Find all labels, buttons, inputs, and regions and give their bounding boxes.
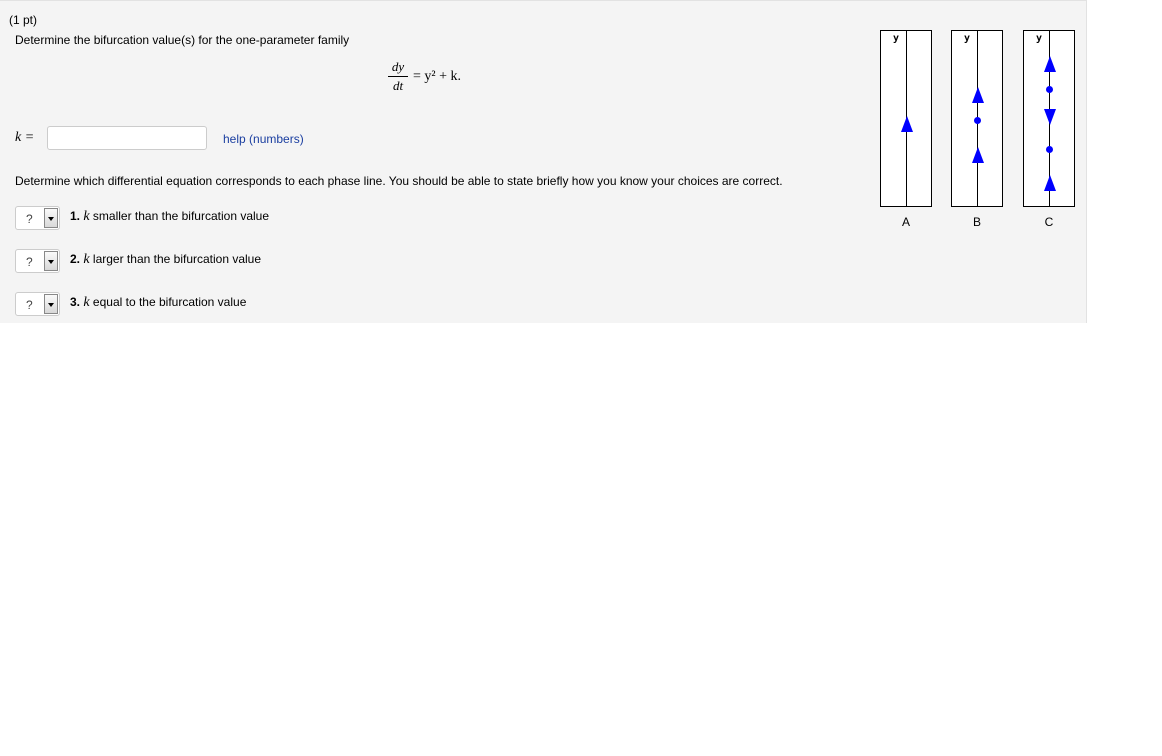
- question-1: [70, 209, 269, 225]
- select-value: ?: [26, 212, 33, 226]
- select-value: ?: [26, 255, 33, 269]
- question-2: [70, 252, 261, 268]
- phase-line-c: [1023, 30, 1075, 207]
- points-label: (1 pt): [9, 13, 38, 27]
- prompt-text: Determine the bifurcation value(s) for the one-parameter family: [15, 33, 350, 47]
- axis-label: y: [1036, 33, 1043, 44]
- question-number: 2.: [70, 252, 81, 266]
- axis-label: y: [893, 33, 900, 44]
- question-var: k: [83, 252, 90, 267]
- phase-label-c: C: [1044, 215, 1054, 229]
- phase-line-b: [951, 30, 1003, 207]
- fraction-numerator: dy: [391, 59, 405, 74]
- chevron-down-icon[interactable]: [44, 208, 58, 228]
- equilibrium-dot: [974, 117, 981, 124]
- equilibrium-dot: [1046, 86, 1053, 93]
- instruction-text: Determine which differential equation corresponds to each phase line. You should be able to state briefly how you know your choices are correct.: [15, 174, 783, 188]
- k-answer-input[interactable]: [47, 126, 207, 150]
- arrow-down-icon: [1044, 109, 1056, 125]
- axis-label: y: [964, 33, 971, 44]
- equation-rhs: = y² + k.: [413, 69, 461, 84]
- answer-select-3[interactable]: [15, 292, 60, 316]
- phase-label-a: A: [901, 215, 910, 229]
- phase-line-a: [880, 30, 932, 207]
- problem-panel: [0, 0, 1087, 323]
- question-var: k: [83, 209, 90, 224]
- question-number: 3.: [70, 295, 81, 309]
- arrow-up-icon: [901, 116, 913, 132]
- answer-select-2[interactable]: [15, 249, 60, 273]
- question-number: 1.: [70, 209, 81, 223]
- select-value: ?: [26, 298, 33, 312]
- question-text: smaller than the bifurcation value: [92, 209, 270, 223]
- chevron-down-icon[interactable]: [44, 294, 58, 314]
- question-text: equal to the bifurcation value: [92, 295, 247, 309]
- arrow-up-icon: [1044, 56, 1056, 72]
- chevron-down-icon[interactable]: [44, 251, 58, 271]
- answer-label: k =: [15, 130, 35, 145]
- equation-fraction: [388, 59, 408, 94]
- help-numbers-link[interactable]: help (numbers): [223, 132, 304, 146]
- arrow-up-icon: [972, 87, 984, 103]
- arrow-up-icon: [972, 147, 984, 163]
- question-text: larger than the bifurcation value: [92, 252, 262, 266]
- equilibrium-dot: [1046, 146, 1053, 153]
- question-var: k: [83, 295, 90, 310]
- fraction-denominator: dt: [392, 78, 404, 93]
- phase-label-b: B: [972, 215, 981, 229]
- answer-select-1[interactable]: [15, 206, 60, 230]
- question-3: [70, 295, 246, 311]
- arrow-up-icon: [1044, 175, 1056, 191]
